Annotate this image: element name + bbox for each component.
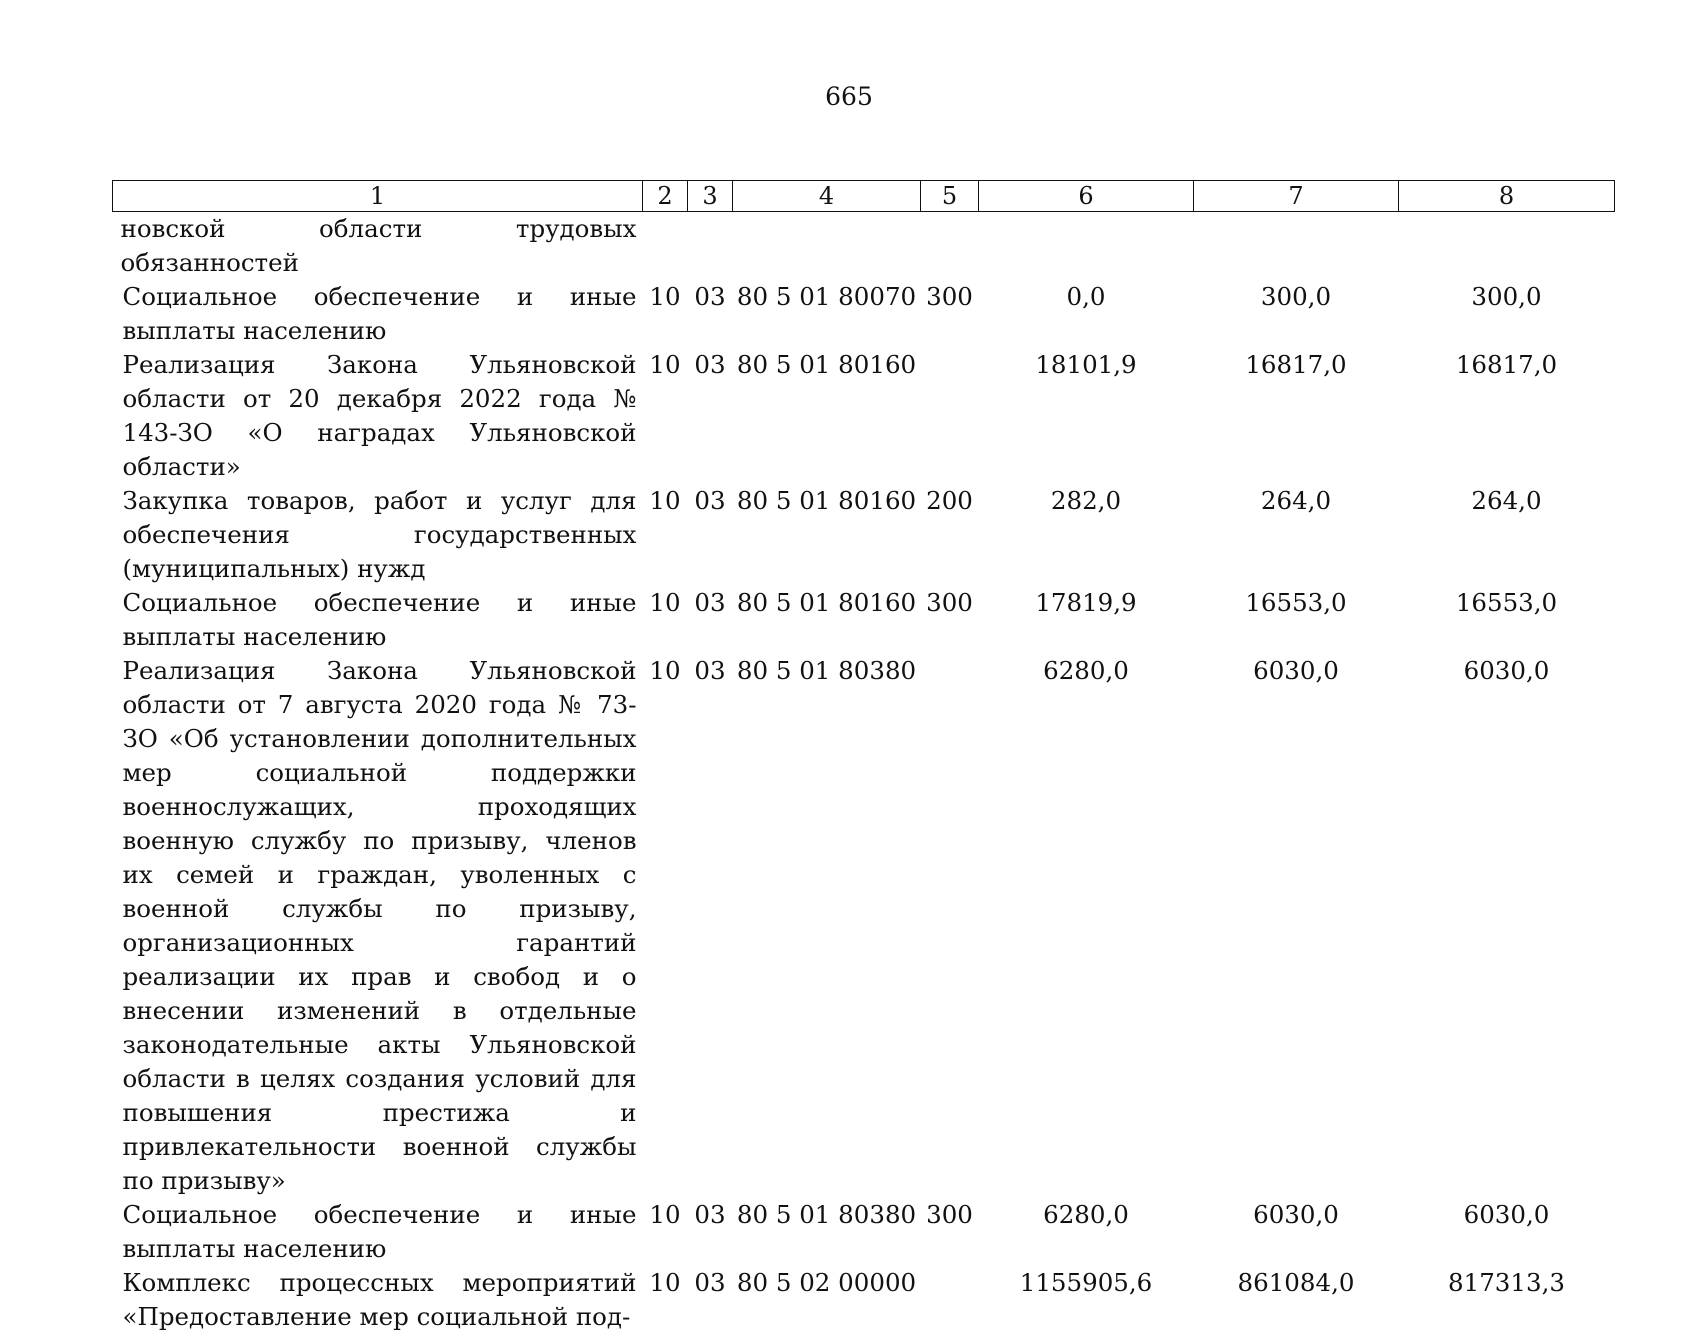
row-target-article: 80 5 01 80070 [733,280,921,348]
row-amount-col7: 6030,0 [1194,654,1399,1198]
row-section: 10 [643,586,688,654]
row-name: Реализация Закона Ульяновской области от 7 августа 2020 года № 73-ЗО «Об установлении дополнительных мер социальной поддержки военнослужащих, проходящих военную службу по призыву, членов их семей и граждан, уволенных с военной службы по призыву, организационных гарантий реализации их прав и свобод и о внесении изменений в отдельные законодательные акты Ульяновской области в целях создания условий для повышения престижа и привлекательности военной службы по призыву» [113,654,643,1198]
row-amount-col7 [1194,212,1399,281]
row-subsection: 03 [688,586,733,654]
table-row [113,586,1615,654]
header-row [113,181,1615,212]
row-subsection: 03 [688,654,733,1198]
table-row [113,212,1615,281]
row-amount-col6: 1155905,6 [979,1266,1194,1334]
row-name: Комплекс процессных мероприятий «Предоставление мер социальной под- [113,1266,643,1334]
row-amount-col6: 0,0 [979,280,1194,348]
table-row [113,1198,1615,1266]
row-subsection: 03 [688,280,733,348]
row-expense-type [921,1266,979,1334]
header-col-3: 3 [688,181,733,212]
row-amount-col6: 17819,9 [979,586,1194,654]
row-amount-col8: 16553,0 [1399,586,1615,654]
row-amount-col8: 6030,0 [1399,654,1615,1198]
row-amount-col6: 6280,0 [979,1198,1194,1266]
row-target-article: 80 5 02 00000 [733,1266,921,1334]
row-amount-col7: 6030,0 [1194,1198,1399,1266]
row-subsection [688,212,733,281]
row-target-article: 80 5 01 80160 [733,348,921,484]
row-amount-col7: 16553,0 [1194,586,1399,654]
row-section [643,212,688,281]
row-amount-col7: 861084,0 [1194,1266,1399,1334]
row-amount-col8: 264,0 [1399,484,1615,586]
row-expense-type [921,348,979,484]
header-col-5: 5 [921,181,979,212]
table-body [113,212,1615,1334]
row-name: новской области трудовых обязанностей [113,212,643,281]
row-section: 10 [643,1198,688,1266]
row-subsection: 03 [688,348,733,484]
row-amount-col6 [979,212,1194,281]
row-section: 10 [643,280,688,348]
table-header [113,181,1615,212]
budget-table-container [112,180,1614,1334]
table-row [113,484,1615,586]
row-subsection: 03 [688,1198,733,1266]
page-number: 665 [0,82,1698,111]
row-name: Закупка товаров, работ и услуг для обеспечения государственных (муниципальных) нужд [113,484,643,586]
header-col-8: 8 [1399,181,1615,212]
row-target-article [733,212,921,281]
row-amount-col8 [1399,212,1615,281]
budget-table [112,180,1615,1334]
row-expense-type: 300 [921,280,979,348]
header-col-4: 4 [733,181,921,212]
table-row [113,654,1615,1198]
row-expense-type: 300 [921,586,979,654]
row-expense-type: 200 [921,484,979,586]
row-section: 10 [643,348,688,484]
row-section: 10 [643,654,688,1198]
row-amount-col6: 6280,0 [979,654,1194,1198]
row-amount-col7: 264,0 [1194,484,1399,586]
row-target-article: 80 5 01 80380 [733,654,921,1198]
row-name: Социальное обеспечение и иные выплаты населению [113,586,643,654]
row-name: Социальное обеспечение и иные выплаты населению [113,280,643,348]
table-row [113,348,1615,484]
header-col-6: 6 [979,181,1194,212]
table-row [113,280,1615,348]
row-target-article: 80 5 01 80160 [733,586,921,654]
row-expense-type [921,212,979,281]
row-amount-col8: 16817,0 [1399,348,1615,484]
row-target-article: 80 5 01 80380 [733,1198,921,1266]
header-col-2: 2 [643,181,688,212]
header-col-7: 7 [1194,181,1399,212]
row-name: Социальное обеспечение и иные выплаты населению [113,1198,643,1266]
row-subsection: 03 [688,484,733,586]
row-expense-type: 300 [921,1198,979,1266]
row-section: 10 [643,1266,688,1334]
row-amount-col6: 282,0 [979,484,1194,586]
row-amount-col8: 817313,3 [1399,1266,1615,1334]
row-name: Реализация Закона Ульяновской области от 20 декабря 2022 года № 143-ЗО «О наградах Ульяновской области» [113,348,643,484]
header-col-1: 1 [113,181,643,212]
row-amount-col8: 300,0 [1399,280,1615,348]
table-row [113,1266,1615,1334]
row-subsection: 03 [688,1266,733,1334]
row-amount-col6: 18101,9 [979,348,1194,484]
row-amount-col7: 16817,0 [1194,348,1399,484]
row-target-article: 80 5 01 80160 [733,484,921,586]
row-expense-type [921,654,979,1198]
row-section: 10 [643,484,688,586]
row-amount-col7: 300,0 [1194,280,1399,348]
row-amount-col8: 6030,0 [1399,1198,1615,1266]
